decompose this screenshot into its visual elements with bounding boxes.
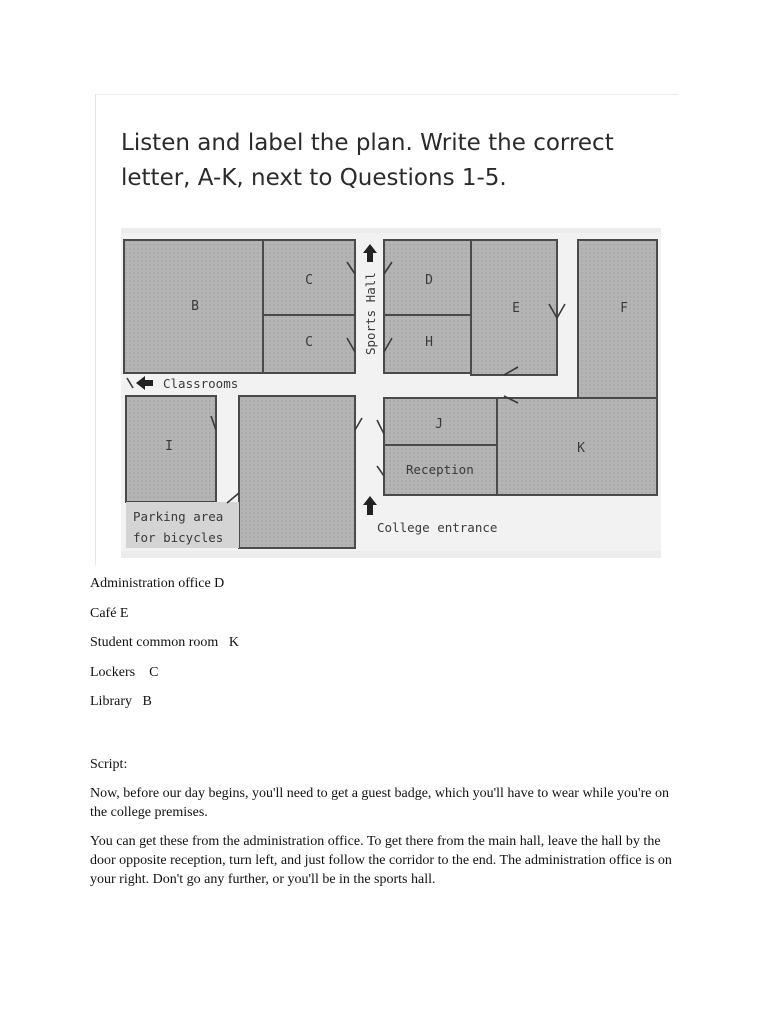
answer-item: Administration office D xyxy=(90,576,225,591)
classrooms-label: Classrooms xyxy=(163,376,239,391)
room-k-letter: K xyxy=(577,441,585,456)
room-d-letter: D xyxy=(425,273,433,288)
room-c-bottom-letter: C xyxy=(305,335,313,350)
answer-item: Student common room K xyxy=(90,635,239,650)
answer-item: Café E xyxy=(90,605,129,621)
script-heading: Script: xyxy=(90,757,128,772)
room-b-letter: B xyxy=(191,299,199,314)
floor-plan-drawing xyxy=(121,228,661,558)
room-h-letter: H xyxy=(425,335,433,350)
answer-list xyxy=(90,576,239,724)
room-e-letter: E xyxy=(512,301,520,316)
script-section xyxy=(90,755,680,899)
answer-item: Library B xyxy=(90,694,152,709)
script-paragraph: You can get these from the administration office. To get there from the main hall, leave the hall by the door opposite reception, turn left, and just follow the corridor to the end. The administration office is on your right. Don't go any further, or you'll be in the sports hall. xyxy=(90,834,672,887)
room-i-letter: I xyxy=(165,439,173,454)
room-admin-block xyxy=(239,396,355,548)
room-c-top-letter: C xyxy=(305,273,313,288)
room-f xyxy=(578,240,657,398)
parking-label-line1: Parking area xyxy=(133,509,224,524)
sports-hall-label: Sports Hall xyxy=(363,272,378,355)
room-j-letter: J xyxy=(435,417,443,432)
script-paragraph: Now, before our day begins, you'll need to get a guest badge, which you'll have to wear while you're on the college premises. xyxy=(90,786,669,820)
room-f-letter: F xyxy=(620,301,628,316)
college-entrance-label: College entrance xyxy=(377,520,498,535)
instruction-text: Listen and label the plan. Write the correct letter, A-K, next to Questions 1-5. xyxy=(121,130,614,191)
answer-item: Lockers C xyxy=(90,664,159,680)
parking-label-line2: for bicycles xyxy=(133,530,224,545)
floor-plan xyxy=(121,228,661,558)
reception-label: Reception xyxy=(406,462,474,477)
